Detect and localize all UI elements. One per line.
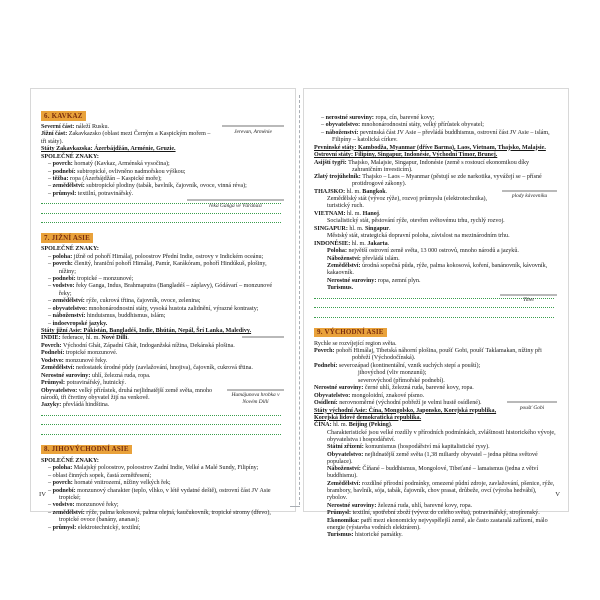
text: patří mezi ekonomicky nejvyspělejší země, ale často zastaralá zařízení, málo energie (výstavba vodních elektráren). xyxy=(327,517,548,531)
text-emphasis: Asijští tygři: xyxy=(314,159,347,166)
text-line xyxy=(314,145,557,152)
photo-caption: Jerevan, Arménie xyxy=(234,128,272,135)
text-emphasis: Státy východní Asie: Čína, Mongolsko, Japonsko, Korejská republika, Korejská lidově demokratická republika. xyxy=(314,407,497,421)
text: rozdílné přírodní podmínky, omezené půdní zdroje, zavlažování, pšenice, rýže, brambory, bavlník, sója, tabák, čajovník, chov prasat, drůbeže, ovcí (výroba hedvábí), rybolov. xyxy=(327,480,555,502)
text: tropické monzunové. xyxy=(64,350,118,357)
text: – xyxy=(321,129,326,136)
text-line xyxy=(314,363,557,370)
text-line xyxy=(314,532,557,539)
text-line xyxy=(41,525,284,532)
text-emphasis: zemědělství: xyxy=(52,183,85,190)
text-line xyxy=(314,152,557,159)
text-line xyxy=(41,154,284,161)
text-line xyxy=(314,285,557,292)
text-line xyxy=(314,348,557,362)
text-emphasis: Státy jižní Asie: Pákistán, Bangladéš, Indie, Bhútán, Nepál, Šrí Lanka, Maledivy. xyxy=(41,328,252,334)
text-line xyxy=(41,480,284,487)
text-line xyxy=(41,246,284,253)
jerevan-photo-image xyxy=(222,125,284,127)
text: rýže, palma kokosová, palma olejná, kaučukovník, tropické stromy (dřevo), tropické ovoce (banány, ananas); xyxy=(59,509,271,524)
text: – xyxy=(48,298,53,305)
text: monzunové řeky. xyxy=(63,357,108,364)
text-line xyxy=(314,370,557,377)
text-emphasis: poloha: xyxy=(52,465,73,472)
text: Východní Ghát, Západní Ghát, Indoganžská nížina, Dekánská plošina. xyxy=(61,342,235,349)
text: uhlí, železná ruda, ropa. xyxy=(90,372,151,379)
section-header: 8. JIHOVÝCHODNÍ ASIE xyxy=(41,445,132,455)
section-header-row xyxy=(314,321,557,339)
text-line xyxy=(41,283,284,297)
text: členitý, hraniční pohoří Himálaj, Pamír, Karákóram, pohoří Hindúkuš, plošiny, nížiny; xyxy=(59,261,267,275)
text-line xyxy=(41,350,284,357)
text-emphasis: SPOLEČNÉ ZNAKY: xyxy=(41,153,99,160)
text-line xyxy=(41,380,284,387)
text: Thajsko, Malajsie, Singapur, Indonésie (země s rostoucí ekonomikou díky zahraničním investicím). xyxy=(346,159,530,173)
text: jižně od pohoří Himálaj, poloostrov Přední Indie, ostrovy v Indickém oceánu; xyxy=(72,253,264,260)
text: komunismus (hospodářství má kapitalistické rysy). xyxy=(363,444,490,451)
text-emphasis: Nové Dillí xyxy=(101,335,128,342)
section-header: 9. VÝCHODNÍ ASIE xyxy=(314,328,387,338)
page-left-content xyxy=(31,89,295,531)
text: tropické – monzunové; xyxy=(75,276,134,282)
text: rýže, cukrová třtina, čajovník, ovoce, zelenina; xyxy=(84,298,201,305)
text: – xyxy=(48,524,53,531)
text-emphasis: podnebí: xyxy=(52,276,76,282)
text: subtropické, ovlivněno nadmořskou výškou; xyxy=(75,168,186,175)
text-emphasis: Průmysl: xyxy=(327,510,352,517)
photo-caption: Humájunova hrobka v Novém Dillí xyxy=(231,392,280,405)
text: – xyxy=(48,276,53,282)
page-number-left: IV xyxy=(39,491,46,498)
text: – xyxy=(48,283,53,290)
text-line xyxy=(41,183,284,190)
text-emphasis: Podnebí: xyxy=(41,350,65,357)
text: nerovnoměrné (východní pobřeží je velmi hustě osídlené). xyxy=(337,400,482,407)
text: – xyxy=(48,487,53,494)
text: hinduismus, buddhismus, islám; xyxy=(85,313,166,320)
text-line xyxy=(314,378,557,385)
text-emphasis: těžba: xyxy=(52,176,69,182)
text-emphasis: náboženství: xyxy=(325,129,359,136)
text-line xyxy=(314,452,557,466)
text-line xyxy=(41,254,284,261)
text: Charakteristické jsou velké rozdíly v přírodních podmínkách, zvláštnosti historického vývoje, obyvatelstva i hospodářství. xyxy=(327,429,556,443)
text: – xyxy=(48,313,53,320)
text-emphasis: Zemědělství: xyxy=(41,365,75,372)
text-line xyxy=(314,422,557,429)
text: Socialistický stát, pěstování rýže, otevřen světovému trhu, rychlý rozvoj. xyxy=(327,218,505,225)
text-emphasis: Obyvatelstvo: xyxy=(314,392,351,399)
text-emphasis: indoevropské jazyky. xyxy=(52,320,108,327)
text-line xyxy=(41,488,284,502)
text: ropa, zemní plyn. xyxy=(376,277,421,284)
text-line xyxy=(314,211,557,218)
text-line xyxy=(41,306,284,313)
text: pohoří Himálaj, Tibetská náhorní plošina, poušť Gobi, poušť Taklamakan, nížiny při pobřeží (Východočínská). xyxy=(334,348,542,362)
text-emphasis: Ekonomika: xyxy=(327,517,360,524)
text-emphasis: Obyvatelstvo: xyxy=(327,451,364,458)
text-emphasis: Povrch: xyxy=(41,342,62,349)
coffee-photo-image xyxy=(502,190,557,192)
text-emphasis: Turismus: xyxy=(327,532,354,539)
text: Číňané – buddhismus, Mongolové, Tibeťané – lamaismus (jedna z větví buddhismu). xyxy=(327,466,539,480)
text-emphasis: Náboženství: xyxy=(327,255,361,262)
text: – xyxy=(321,122,326,129)
text-line xyxy=(314,503,557,510)
page-left xyxy=(30,88,296,531)
text-line xyxy=(314,226,557,233)
text: Malajský poloostrov, poloostrov Zadní Indie, Velké a Malé Sundy, Filipíny; xyxy=(72,465,259,472)
text-emphasis: ČÍNA: xyxy=(314,422,332,429)
dotted-separator xyxy=(41,429,281,435)
text: Zakavkazsko (oblast mezi Černým a Kaspickým mořem – tři státy). xyxy=(41,131,211,145)
text-emphasis: poloha: xyxy=(52,253,73,260)
text-emphasis: INDIE: xyxy=(41,335,61,342)
text-line xyxy=(314,256,557,263)
text-emphasis: VIETNAM: xyxy=(314,210,346,217)
text: . xyxy=(127,335,129,342)
text: hl. m. xyxy=(345,188,363,195)
text-emphasis: Náboženství: xyxy=(327,466,361,473)
text: železná ruda, uhlí, barevné kovy, ropa. xyxy=(376,502,473,509)
text-emphasis: povrch: xyxy=(52,261,73,268)
text-emphasis: obyvatelstvo: xyxy=(325,122,361,129)
text-line xyxy=(314,466,557,480)
gobi-photo-image xyxy=(507,401,557,403)
text-line xyxy=(41,465,284,472)
text-line xyxy=(314,174,557,188)
text: pevninská část JV Asie – převládá buddhismus, ostrovní část JV Asie – islám, Filipíny – katolická církev. xyxy=(332,129,550,144)
text-line xyxy=(41,261,284,275)
text: – xyxy=(48,190,53,197)
text-line xyxy=(41,169,284,176)
text: – xyxy=(48,320,53,327)
text: . xyxy=(387,240,390,247)
text-emphasis: zemědělství: xyxy=(52,298,85,305)
dotted-separator xyxy=(41,217,281,223)
text-line xyxy=(314,263,557,277)
text-emphasis: Severní část: xyxy=(41,124,75,130)
text: – xyxy=(48,305,53,312)
wedding-photo-image xyxy=(242,336,284,338)
text-line xyxy=(41,365,284,372)
text: převládá hindština. xyxy=(61,402,110,409)
text-emphasis: podnebí: xyxy=(52,168,76,175)
text-line xyxy=(314,430,557,444)
text-emphasis: THAJSKO: xyxy=(314,188,346,195)
text: elektrotechnický, textilní; xyxy=(76,524,141,531)
text: řeky Ganga, Indus, Brahmaputra (Bangladéš – záplavy), Gódávarí – monzunové řeky; xyxy=(59,283,273,297)
text-emphasis: Státy Zakavkazska: Ázerbájdžán, Arménie, Gruzie. xyxy=(41,146,176,153)
text: severozápad (kontinentální, vznik suchých stepí a pouští); xyxy=(337,362,481,369)
text: . xyxy=(378,210,381,217)
text-emphasis: zemědělství: xyxy=(52,509,85,516)
text-line xyxy=(41,343,284,350)
text: – xyxy=(48,261,53,268)
photo-tibet xyxy=(500,294,557,304)
text-line xyxy=(314,233,557,240)
text-emphasis: Státní zřízení: xyxy=(327,444,364,451)
text-line xyxy=(314,444,557,451)
text-emphasis: SINGAPUR: xyxy=(314,225,348,232)
text: historické památky. xyxy=(353,532,403,539)
text: oblast činných sopek, častá zemětřesení; xyxy=(52,472,152,479)
text: velký přírůstek, druhá nejlidnatější země světa, mnoho národů, tři čtvrtiny obyvatel žijí na venkově. xyxy=(41,387,213,401)
text: . xyxy=(390,422,393,429)
text-line xyxy=(41,298,284,305)
section-header: 7. JIŽNÍ ASIE xyxy=(41,233,93,243)
page-right-content xyxy=(304,89,568,539)
text: mongoloidní, znakové písmo. xyxy=(350,392,425,399)
text-emphasis: Bangkok xyxy=(362,188,386,195)
text: nedostatek úrodné půdy (zavlažování, hnojiva), čajovník, cukrová třtina. xyxy=(74,365,253,372)
text: Rychle se rozvíjející region světa. xyxy=(314,340,397,347)
text-emphasis: Obyvatelstvo: xyxy=(41,387,78,394)
text: federace, hl. m. xyxy=(60,335,102,342)
text-emphasis: Zemědělství: xyxy=(327,480,361,487)
text-emphasis: Ostrovní státy: Filipíny, Singapur, Indonésie, Východní Timor, Brunej. xyxy=(314,152,498,159)
text-line xyxy=(314,510,557,517)
text-line xyxy=(41,358,284,365)
photo-caption: řeka Ganga ve Váránasí xyxy=(209,202,262,209)
section-header-row xyxy=(41,438,284,456)
tibet-photo-image xyxy=(500,294,557,296)
photo-wedding xyxy=(242,336,284,338)
text: největší ostrovní země světa, 13 000 ostrovů, mnoho národů a jazyků. xyxy=(346,248,519,255)
text-line xyxy=(41,146,284,153)
text-line xyxy=(314,278,557,285)
text-emphasis: Podnebí: xyxy=(314,362,338,369)
text: Thajsko – Laos – Myanmar (pěstují se zde narkotika, vyvážejí se – přísné protidrogové zákony). xyxy=(352,174,542,188)
text-emphasis: INDONÉSIE: xyxy=(314,240,351,247)
dotted-separator xyxy=(41,419,281,425)
photo-caption: Tibet xyxy=(523,297,534,304)
text: – xyxy=(48,253,53,260)
text-line xyxy=(314,385,557,392)
page-number-right: V xyxy=(555,491,560,498)
text: potravinářský, hutnický. xyxy=(65,380,126,387)
text-line xyxy=(41,313,284,320)
text-emphasis: průmysl: xyxy=(52,190,77,197)
text: – xyxy=(321,115,326,121)
text-line xyxy=(41,373,284,380)
dotted-separator xyxy=(41,410,281,416)
text-line xyxy=(314,481,557,502)
photo-coffee xyxy=(502,190,557,200)
text-emphasis: Zemědělství: xyxy=(327,263,361,270)
text-line xyxy=(41,161,284,168)
text-emphasis: Singapur xyxy=(364,225,390,232)
text: hl. m. xyxy=(347,225,365,232)
text: Zemědělský stát (vývoz rýže), rozvoj průmyslu (elektrotechnika), turistický ruch. xyxy=(327,196,488,210)
text-emphasis: náboženství: xyxy=(52,313,86,320)
text-line xyxy=(41,191,284,198)
photo-gobi xyxy=(507,401,557,411)
photo-caption: poušť Gobi xyxy=(519,404,545,411)
humayun-photo-image xyxy=(227,389,284,391)
text: – xyxy=(48,509,53,516)
text-emphasis: vodstvo: xyxy=(52,283,75,290)
text: monzunový charakter (teplo, vlhko, v létě vydatné deště), ostrovní část JV Asie tropické; xyxy=(59,487,271,501)
text-emphasis: obyvatelstvo: xyxy=(52,305,88,312)
text: hornaté vnitrozemí, nížiny velkých řek; xyxy=(72,480,171,487)
text: nejlidnatější země světa (1,38 miliardy obyvatel – jedna pětina světové populace). xyxy=(327,451,538,465)
text-emphasis: vodstvo: xyxy=(52,502,75,509)
text: černé uhlí, železná ruda, barevné kovy, ropa. xyxy=(363,385,474,392)
text-line xyxy=(314,218,557,225)
text: ropa, cín, barevné kovy; xyxy=(373,115,435,121)
text-emphasis: nerostné suroviny: xyxy=(325,115,374,121)
text: – xyxy=(48,472,53,479)
text: převládá islám. xyxy=(360,255,400,262)
text-emphasis: SPOLEČNÉ ZNAKY: xyxy=(41,457,99,464)
text-line xyxy=(41,473,284,480)
text-emphasis: SPOLEČNÉ ZNAKY: xyxy=(41,246,99,253)
section-header-row xyxy=(41,105,284,123)
text: subtropické plodiny (tabák, bavlník, čajovník, ovoce, vinná réva); xyxy=(84,183,247,190)
text-emphasis: Nerostné suroviny: xyxy=(314,385,364,392)
text-line xyxy=(314,160,557,174)
text-emphasis: průmysl: xyxy=(52,524,77,531)
photo-caption: plody kávovníku xyxy=(511,193,548,200)
text: hornatý (Kavkaz, Arménská vysočina); xyxy=(72,161,170,168)
text: ropa (Ázerbájdžán – Kaspické moře); xyxy=(68,176,162,182)
text: – xyxy=(48,176,53,182)
text-line xyxy=(41,458,284,465)
text: monzunové řeky; xyxy=(74,502,119,509)
page-fold-divider xyxy=(299,95,300,505)
text: severovýchod (přímořské podnebí). xyxy=(358,377,445,384)
text-line xyxy=(314,241,557,248)
text-emphasis: Osídlení: xyxy=(314,400,338,407)
section-header-row xyxy=(41,227,284,245)
text-emphasis: povrch: xyxy=(52,161,73,168)
text-emphasis: Jazyky: xyxy=(41,402,62,409)
text: úrodná sopečná půda, rýže, palma kokosová, koření, banánovník, kávovník, kakaovník. xyxy=(327,263,548,277)
text: . xyxy=(385,188,388,195)
ganga-photo-image xyxy=(187,199,284,201)
text-emphasis: Jakarta xyxy=(367,240,388,247)
text-emphasis: Pevninské státy: Kambodža, Myanmar (dříve Barma), Laos, Vietnam, Thajsko, Malajsie. xyxy=(314,144,546,151)
text-emphasis: Hanoj xyxy=(362,210,379,217)
text-line xyxy=(314,341,557,348)
text-line xyxy=(41,502,284,509)
text: Městský stát, strategická dopravní poloha, závislost na mezinárodním trhu. xyxy=(327,233,510,240)
text: mnohonárodnostní státy, vysoká hustota zalidnění, výrazné kontrasty; xyxy=(87,305,259,312)
text-emphasis: podnebí: xyxy=(52,487,76,494)
text: náleží Rusku. xyxy=(74,124,110,130)
text-line xyxy=(41,510,284,524)
text-line xyxy=(314,393,557,400)
text: – xyxy=(48,168,53,175)
text-emphasis: Zlatý trojúhelník: xyxy=(314,174,361,181)
text: hl. m. xyxy=(350,240,368,247)
text-line xyxy=(314,130,557,144)
text: textilní, spotřební zboží (vývoz do celého světa), potravinářský, strojírenský. xyxy=(351,510,540,517)
page-right xyxy=(303,88,569,539)
text: – xyxy=(48,161,53,168)
text-emphasis: Nerostné suroviny: xyxy=(327,277,377,284)
text-emphasis: povrch: xyxy=(52,480,73,487)
text: hl. m. xyxy=(345,210,363,217)
text-emphasis: Beijing (Peking) xyxy=(348,422,391,429)
photo-ganga xyxy=(187,199,284,209)
text-emphasis: Turismus. xyxy=(327,285,354,292)
text: mnohonárodnostní státy, velký přírůstek obyvatel; xyxy=(360,122,484,129)
photo-jerevan xyxy=(222,125,284,135)
text-emphasis: Nerostné suroviny: xyxy=(327,502,377,509)
photo-humayun xyxy=(227,389,284,405)
text-line xyxy=(41,321,284,328)
page-fold-mark xyxy=(290,506,300,507)
text-line xyxy=(314,122,557,129)
text: jihovýchod (vliv monzunů); xyxy=(358,370,427,377)
section-header: 6. KAVKAZ xyxy=(41,111,86,121)
dotted-separator xyxy=(314,312,554,318)
text: – xyxy=(48,183,53,190)
text-emphasis: Průmysl: xyxy=(41,380,66,387)
text-line xyxy=(314,518,557,532)
text: – xyxy=(48,480,53,487)
text-emphasis: Jižní část: xyxy=(41,131,68,138)
text-emphasis: Poloha: xyxy=(327,248,347,255)
text: . xyxy=(389,225,391,232)
text: – xyxy=(48,502,53,509)
text: textilní, potravinářský. xyxy=(76,190,134,197)
text-emphasis: Vodstvo: xyxy=(41,357,64,364)
text-emphasis: Povrch: xyxy=(314,348,335,355)
text: – xyxy=(48,465,53,472)
text-emphasis: Nerostné suroviny: xyxy=(41,372,91,379)
text: hl. m. xyxy=(331,422,349,429)
text-line xyxy=(314,248,557,255)
